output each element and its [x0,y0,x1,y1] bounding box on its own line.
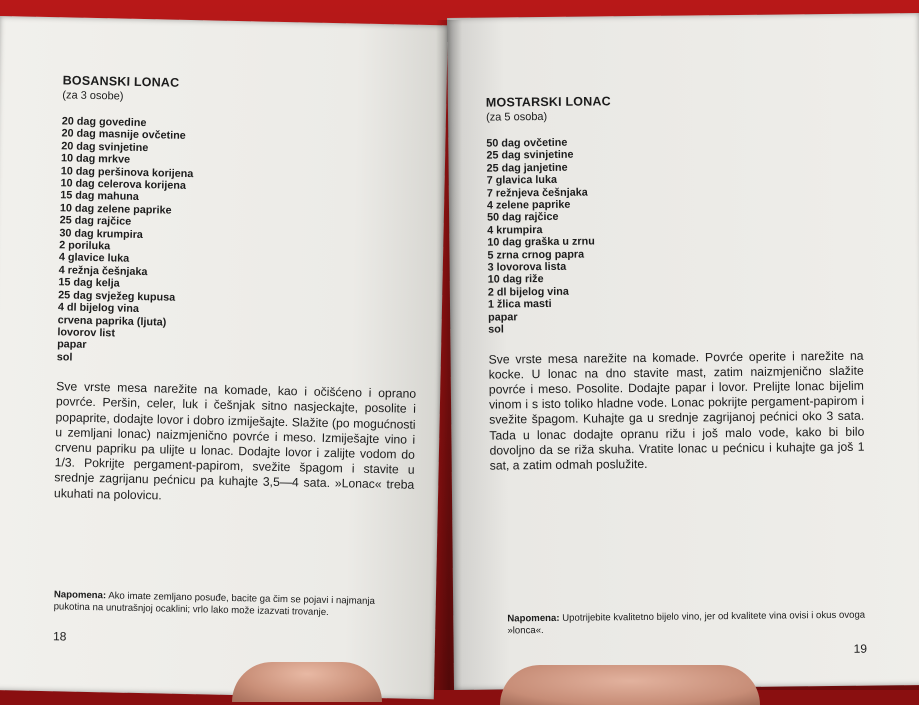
ingredient-item: 25 dag rajčice [59,214,132,229]
ingredient-item: crvena paprika (ljuta) [57,313,167,329]
ingredient-item: 3 lovorova lista [487,260,567,274]
ingredient-item: 15 dag mahuna [60,189,139,204]
ingredient-item: 20 dag govedine [61,115,147,130]
ingredient-item: 4 dl bijelog vina [57,301,140,316]
recipe-instructions: Sve vrste mesa narežite na komade. Povrće operite i narežite na kocke. U lonac na dno stavite mast, zatim naizmjenično slažite povrće i meso. Posolite. Dodajte papar i lovor. Prelijte lonac bijelim vinom i s isto toliko hladne vode. Lonac pokrijte pergament-papirom i svežite špagom. Kuhajte ga u srednje zagrijanoj pećnici oko 3 sata. Tada u lonac dodajte opranu rižu i još malo vode, kako bi bilo dovoljno da se riža skuha. Vratite lonac u pećnicu i kuhajte ga još 1 sat, a zatim odmah poslužite. [488,348,865,473]
ingredient-item: 10 dag mrkve [60,152,131,166]
ingredient-item: 10 dag peršinova korijena [60,164,194,180]
note-text: Upotrijebite kvalitetno bijelo vino, jer od kvalitete vina ovisi i okus ovoga »lonca«. [507,609,866,636]
ingredient-item: 4 zelene paprike [486,198,571,212]
ingredient-item: 1 žlica masti [487,298,552,311]
ingredient-item: 20 dag masnije ovčetine [61,127,186,143]
note-label: Napomena: [507,612,560,625]
ingredient-item: sol [56,350,73,364]
recipe-title: MOSTARSKI LONAC [485,94,611,110]
ingredient-item: 25 dag janjetine [486,161,568,175]
ingredient-item: 30 dag krumpira [59,226,143,241]
recipe-bosanski-lonac [54,73,423,508]
ingredient-item: 25 dag svinjetine [486,149,574,163]
ingredient-item: 10 dag graška u zrnu [487,235,595,249]
ingredient-item: 2 poriluka [59,239,111,253]
left-thumb [232,662,382,702]
page-number: 18 [52,629,67,644]
recipe-note [507,610,873,637]
ingredient-item: 4 režnja češnjaka [58,264,148,279]
ingredient-item: 5 zrna crnog papra [487,248,585,262]
book-spine-shadow [436,20,462,690]
ingredient-item: papar [488,310,518,324]
ingredient-item: 4 krumpira [487,223,543,237]
ingredient-item: 10 dag celerova korijena [60,177,187,192]
ingredient-item: 4 glavice luka [58,251,130,266]
ingredient-item: 2 dl bijelog vina [487,285,569,299]
recipe-servings: (za 5 osoba) [485,110,548,124]
ingredient-item: 15 dag kelja [58,276,120,290]
right-page [447,13,919,690]
recipe-instructions: Sve vrste mesa narežite na komade, kao i očišćeno i oprano povrće. Peršin, celer, luk i češnjak sitno nasjeckajte, posolite i popaprite, dodajte lovor i dobro izmiješajte. Slažite (po mogućnosti u zemljani lonac) naizmjenično povrće i meso. Izmiješajte vino i crvenu papriku pa ulijte u lonac. Dodajte lovor i zalijte vodom do 1/3. Pokrijte pergament-papirom, svežite špagom i stavite u srednje zagrijanu pećnicu pa kuhajte 3,5—4 sata. »Lonac« treba ukuhati na polovicu. [53,379,417,503]
ingredient-item: 20 dag svinjetine [61,140,149,154]
ingredient-item: 7 režnjeva češnjaka [486,186,588,200]
note-label: Napomena: [53,589,107,602]
ingredient-item: 50 dag ovčetine [486,136,568,150]
ingredient-item: 10 dag zelene paprike [59,202,172,217]
ingredient-item: papar [57,338,87,352]
ingredient-item: 10 dag riže [487,273,544,287]
recipe-title: BOSANSKI LONAC [62,73,180,90]
ingredient-item: sol [488,323,504,336]
right-thumb [500,665,760,705]
recipe-note [54,589,406,619]
ingredient-list [57,115,422,371]
ingredient-item: 50 dag rajčice [487,211,559,225]
recipe-mostarski-lonac [486,92,865,474]
note-text: Ako imate zemljano posuđe, bacite ga čim se pojavi i najmanja pukotina na unutrašnjoj ocaklini; vrlo lako može izazvati trovanje. [53,590,375,618]
recipe-servings: (za 3 osobe) [62,89,124,103]
ingredient-list [486,134,863,336]
left-page [0,16,448,699]
ingredient-item: lovorov list [57,326,116,340]
ingredient-item: 7 glavica luka [486,174,558,187]
ingredient-item: 25 dag svježeg kupusa [58,288,176,304]
page-number: 19 [853,641,868,656]
